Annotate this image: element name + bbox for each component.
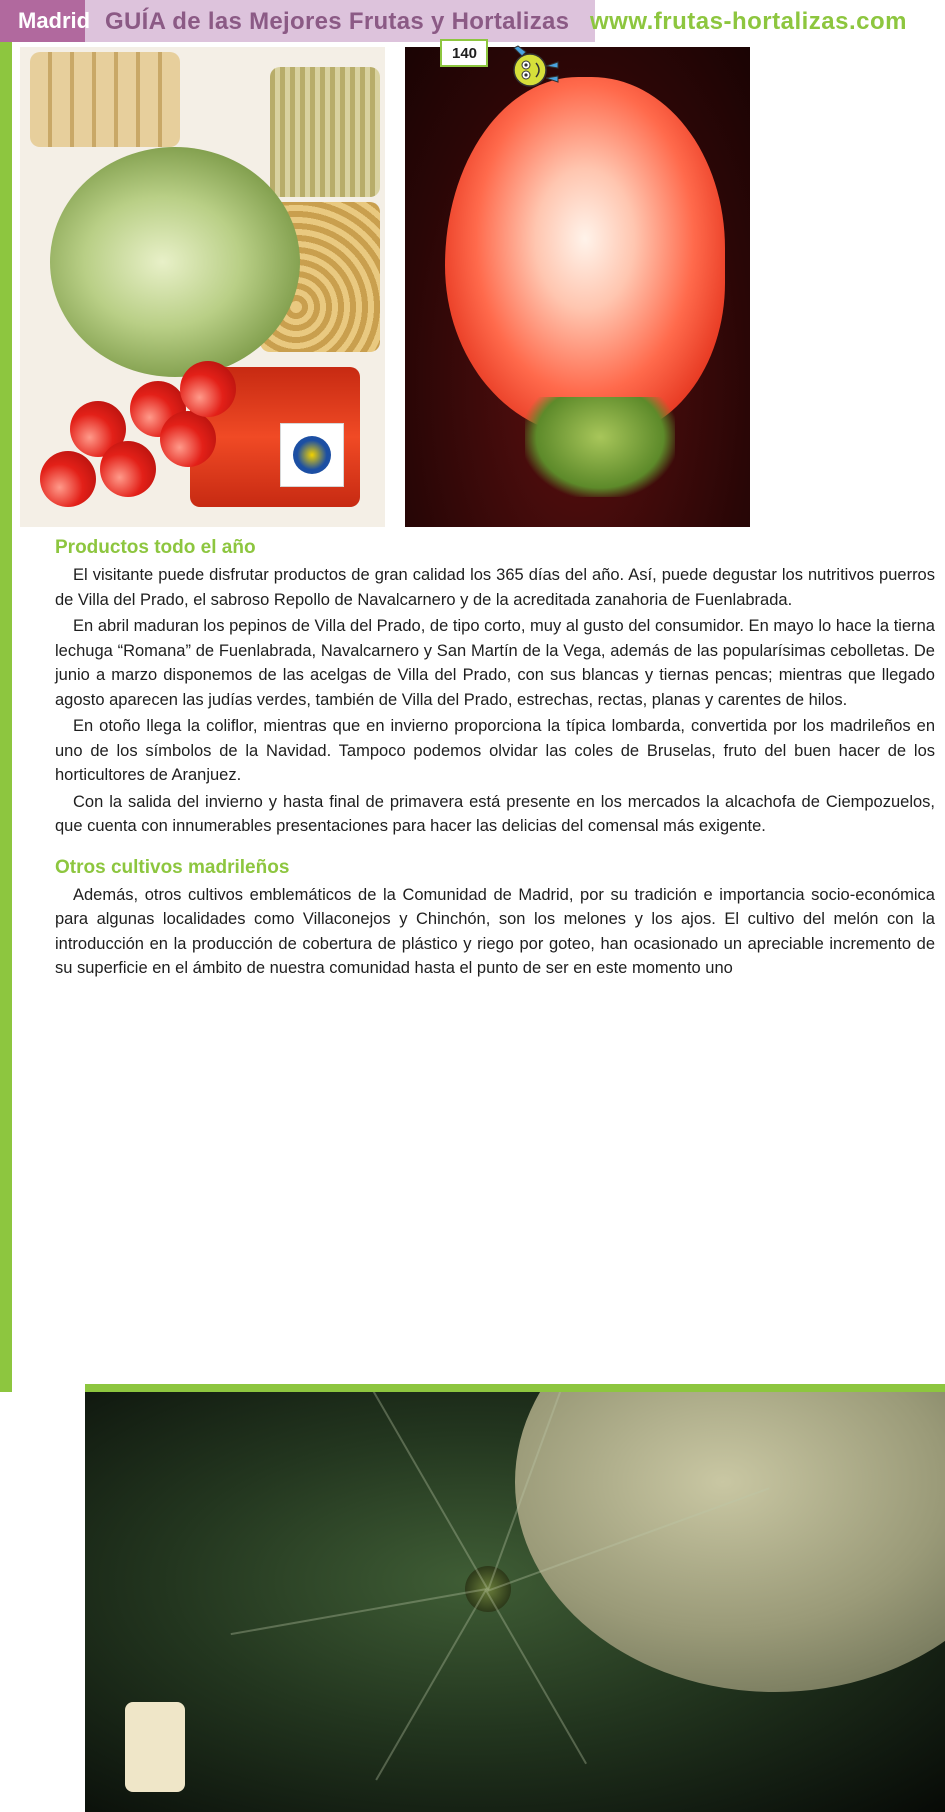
breadsticks bbox=[30, 52, 180, 147]
paragraph: En otoño llega la coliflor, mientras que en invierno proporciona la típica lombarda, convertida por los madrileños en uno de los símbolos de la Navidad. Tampoco podemos olvidar las coles de Bruselas, fruto del buen hacer de los horticultores de Aranjuez. bbox=[55, 717, 935, 784]
section-heading-products: Productos todo el año bbox=[55, 537, 256, 558]
artichoke bbox=[50, 147, 300, 377]
cherry-tomato bbox=[160, 411, 216, 467]
strawberry-slice bbox=[445, 77, 725, 437]
cherry-tomato bbox=[180, 361, 236, 417]
region-label: Madrid bbox=[18, 8, 91, 33]
guide-title: GUÍA de las Mejores Frutas y Hortalizas bbox=[105, 8, 570, 35]
paragraph: Con la salida del invierno y hasta final de primavera está presente en los mercados la alcachofa de Ciempozuelos, que cuenta con innumerables presentaciones para hacer las delicias del comensal más exigente. bbox=[55, 792, 935, 835]
melon-rind bbox=[515, 1392, 945, 1692]
melon-photo bbox=[85, 1392, 945, 1812]
article-column bbox=[55, 537, 935, 1227]
melon-streak bbox=[367, 1392, 489, 1590]
page-number: 140 bbox=[451, 44, 477, 62]
website-link[interactable]: www.frutas-hortalizas.com bbox=[590, 8, 907, 35]
article-text bbox=[55, 537, 935, 983]
sidebar bbox=[0, 0, 945, 42]
paragraph: El visitante puede disfrutar productos de gran calidad los 365 días del año. Así, puede degustar los nutritivos puerros de Villa del Prado, el sabroso Repollo de Navalcarnero y de la acreditada zanahoria de Fuenlabrada. bbox=[55, 566, 935, 609]
section-heading-other-crops: Otros cultivos madrileños bbox=[55, 856, 290, 878]
melon-streak bbox=[231, 1588, 487, 1635]
beans-jar bbox=[270, 67, 380, 197]
melon-streak bbox=[485, 1590, 587, 1764]
strawberry-leaves bbox=[525, 397, 675, 497]
bread-slice bbox=[125, 1702, 185, 1792]
section-gap bbox=[55, 841, 935, 857]
melon-streak bbox=[375, 1589, 487, 1781]
fruit-mascot-icon bbox=[500, 44, 564, 92]
paragraph: En abril maduran los pepinos de Villa del Prado, de tipo corto, muy al gusto del consumidor. En mayo lo hace la tierna lechuga “Romana” de Fuenlabrada, Navalcarnero y San Martín de la Vega, además de las popularísimas cebolletas. De junio a marzo disponemos de las acelgas de Villa del Prado, con sus blancas y tiernas pencas; mientras que llegado agosto aparecen las judías verdes, también de Villa del Prado, estrechas, rectas, planas y carentes de hilos. bbox=[55, 617, 935, 709]
top-green-bar bbox=[0, 42, 12, 1392]
vegetables-photo bbox=[20, 47, 385, 527]
cherry-tomato bbox=[100, 441, 156, 497]
cherry-tomato bbox=[40, 451, 96, 507]
quality-label-emblem bbox=[293, 436, 331, 474]
strawberry-photo bbox=[405, 44, 750, 527]
quality-label bbox=[280, 423, 344, 487]
paragraph: Además, otros cultivos emblemáticos de la Comunidad de Madrid, por su tradición e importancia socio-económica para algunas localidades como Villaconejos y Chinchón, son los melones y los ajos. El cultivo del melón con la introducción en la producción de cobertura de plástico y riego por goteo, han ocasionado un apreciable incremento de su superficie en el ámbito de nuestra comunidad hasta el punto de ser en este momento uno bbox=[55, 885, 935, 977]
page-number-badge bbox=[440, 39, 488, 67]
